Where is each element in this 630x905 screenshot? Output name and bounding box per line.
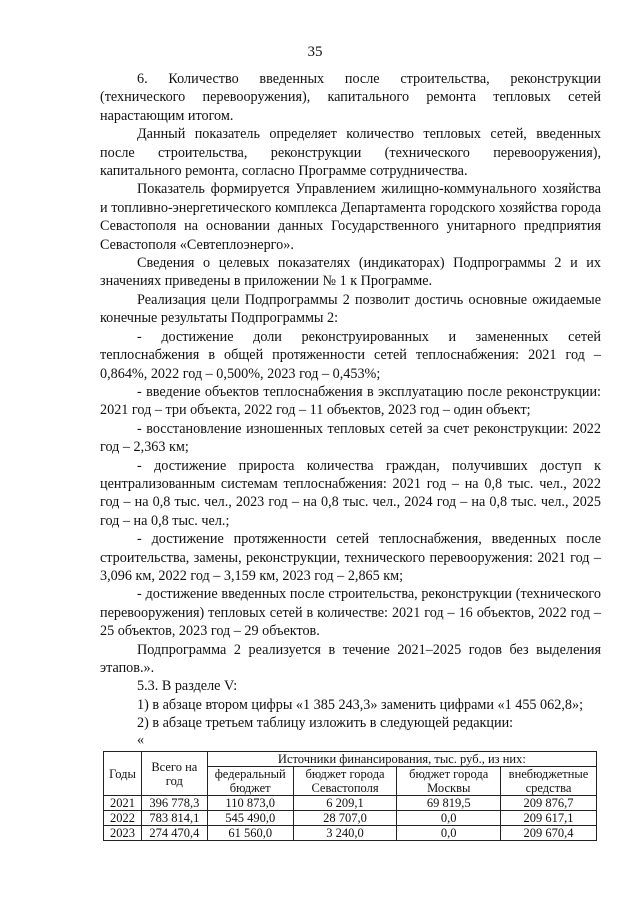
list-item-result-6: - достижение введенных после строительства, реконструкции (технического перевооружения) тепловых сетей в количестве: 2021 год – 16 объектов, 2022 год – 25 объектов, 2023 год – 29 объектов. bbox=[100, 586, 601, 640]
table-row bbox=[104, 811, 597, 826]
cell-total: 396 778,3 bbox=[141, 796, 207, 811]
header-extrabudgetary: внебюджетные средства bbox=[501, 767, 597, 796]
opening-quote: « bbox=[137, 731, 145, 748]
page-number: 35 bbox=[307, 44, 323, 60]
cell-total: 783 814,1 bbox=[141, 811, 207, 826]
paragraph-amendment-1: 1) в абзаце втором цифры «1 385 243,3» заменить цифрами «1 455 062,8»; bbox=[137, 696, 584, 713]
list-item-result-3: - восстановление изношенных тепловых сетей за счет реконструкции: 2022 год – 2,363 км; bbox=[100, 420, 601, 456]
paragraph-indicator-6: 6. Количество введенных после строительства, реконструкции (технического перевооружения), капитального ремонта тепловых сетей нарастающим итогом. bbox=[100, 71, 601, 124]
cell-federal: 61 560,0 bbox=[207, 826, 293, 841]
cell-sevastopol: 28 707,0 bbox=[293, 811, 397, 826]
header-sevastopol-budget: бюджет города Севастополя bbox=[293, 767, 397, 796]
cell-moscow: 0,0 bbox=[397, 811, 501, 826]
cell-year: 2021 bbox=[104, 796, 142, 811]
cell-year: 2023 bbox=[104, 826, 142, 841]
list-item-result-1: - достижение доли реконструированных и замененных сетей теплоснабжения в общей протяженности сетей теплоснабжения: 2021 год – 0,864%, 2022 год – 0,500%, 2023 год – 0,453%; bbox=[100, 328, 601, 382]
cell-sevastopol: 3 240,0 bbox=[293, 826, 397, 841]
paragraph-indicator-source: Показатель формируется Управлением жилищно-коммунального хозяйства и топливно-энергетического комплекса Департамента городского хозяйства города Севастополя на основании данных Государственного унитарного предприятия Севастополя «Севтеплоэнерго». bbox=[100, 181, 601, 253]
document-body bbox=[100, 70, 601, 747]
cell-extrabudgetary: 209 876,7 bbox=[501, 796, 597, 811]
cell-moscow: 69 819,5 bbox=[397, 796, 501, 811]
list-item-result-2: - введение объектов теплоснабжения в эксплуатацию после реконструкции: 2021 год – три объекта, 2022 год – 11 объектов, 2023 год – один объект; bbox=[100, 383, 601, 419]
list-item-result-5: - достижение протяженности сетей теплоснабжения, введенных после строительства, замены, реконструкции, технического перевооружения: 2021 год – 3,096 км, 2022 год – 3,159 км, 2023 год – 2,865 км; bbox=[100, 531, 601, 584]
cell-moscow: 0,0 bbox=[397, 826, 501, 841]
list-item-result-4: - достижение прироста количества граждан, получивших доступ к централизованным системам теплоснабжения: 2021 год – на 0,8 тыс. чел., 2022 год – на 0,8 тыс. чел., 2023 год – на 0,8 тыс. чел., 2024 год – на 0,8 тыс. чел., 2025 год – на 0,8 тыс. чел.; bbox=[100, 457, 601, 529]
cell-federal: 545 490,0 bbox=[207, 811, 293, 826]
cell-sevastopol: 6 209,1 bbox=[293, 796, 397, 811]
paragraph-subprogram-period: Подпрограмма 2 реализуется в течение 2021–2025 годов без выделения этапов.». bbox=[100, 641, 601, 676]
cell-extrabudgetary: 209 617,1 bbox=[501, 811, 597, 826]
financing-table bbox=[103, 751, 597, 841]
header-years: Годы bbox=[104, 752, 142, 796]
cell-extrabudgetary: 209 670,4 bbox=[501, 826, 597, 841]
header-moscow-budget: бюджет города Москвы bbox=[397, 767, 501, 796]
table-row bbox=[104, 796, 597, 811]
cell-federal: 110 873,0 bbox=[207, 796, 293, 811]
header-total: Всего на год bbox=[141, 752, 207, 796]
table-row bbox=[104, 826, 597, 841]
cell-year: 2022 bbox=[104, 811, 142, 826]
header-federal-budget: федеральный бюджет bbox=[207, 767, 293, 796]
header-funding-sources: Источники финансирования, тыс. руб., из них: bbox=[207, 752, 596, 767]
paragraph-section-5-3: 5.3. В разделе V: bbox=[137, 678, 238, 695]
paragraph-amendment-2: 2) в абзаце третьем таблицу изложить в следующей редакции: bbox=[137, 715, 514, 732]
paragraph-indicators-reference: Сведения о целевых показателях (индикаторах) Подпрограммы 2 и их значениях приведены в приложении № 1 к Программе. bbox=[100, 255, 601, 290]
paragraph-expected-results: Реализация цели Подпрограммы 2 позволит достичь основные ожидаемые конечные результаты Подпрограммы 2: bbox=[100, 291, 601, 327]
paragraph-indicator-definition: Данный показатель определяет количество тепловых сетей, введенных после строительства, реконструкции (технического перевооружения), капитального ремонта, согласно Программе сотрудничества. bbox=[100, 126, 601, 180]
cell-total: 274 470,4 bbox=[141, 826, 207, 841]
